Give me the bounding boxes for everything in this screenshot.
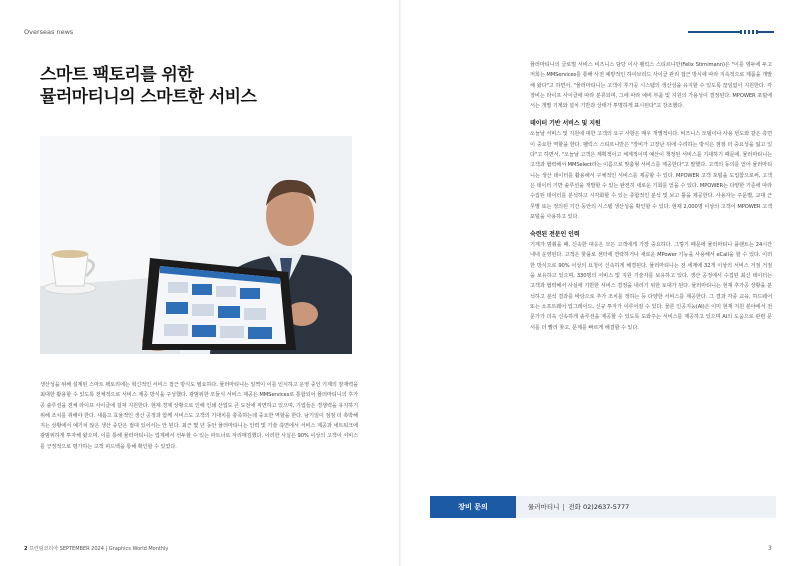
article-headline <box>40 64 370 108</box>
footer-publication: 프린팅코리아 SEPTEMBER 2024 <box>29 546 104 552</box>
page-gutter <box>399 0 401 566</box>
contact-phone: 전화 02)2637-5777 <box>568 503 630 511</box>
page-number-right: 3 <box>768 545 772 552</box>
footer-left: 2 프린팅코리아 SEPTEMBER 2024 | Graphics World Monthly <box>24 546 169 552</box>
contact-box <box>430 496 776 518</box>
subheading-experts: 숙련된 전문인 인력 <box>530 231 580 239</box>
contact-tag: 장비 문의 <box>430 496 516 518</box>
tablet-photo <box>40 136 352 354</box>
subheading-data-service: 데이터 기반 서비스 및 지원 <box>530 120 601 128</box>
top-decor-rule <box>688 31 774 33</box>
data-service-paragraph: 오늘날 서비스 및 지원에 대한 고객의 요구 사항은 매우 개별적이다. 비즈니스 모델이나 사용 빈도와 같은 측면이 중요한 역할을 한다. 펠릭스 스티르니만은 "장비가 고장난 뒤에 수리하는 방식은 점점 더 중요성을 잃고 있다"고 하면서, "오늘날 고객은 계획적이고 체계적이며 예산이 책정된 서비스를 기대하기 때문에, 뮬러마티니는 고객과 협력해서 MMSelect라는 이름으로 맞춤형 서비스를 제공한다"고 말했다. 고객의 동의를 얻어 뮬러마티니는 생산 데이터를 활용해서 구체적인 서비스를 제공할 수 있다. MPOWER 고객 포털을 도입함으로써, 고객은 데이터 기반 솔루션을 개발할 수 있는 완전히 새로운 기회를 얻을 수 있다. MPOWER는 다양한 기준에 따라 수집된 데이터를 분석하고 시각화할 수 있는 종합적인 분석 및 보고 툴을 제공한다. 사용자는 주문별, 교대 근무별 또는 정의된 기간 동안의 시스템 생산성을 확인할 수 있다. 현재 2,000명 이상의 고객이 MPOWER 고객 포털을 사용하고 있다. <box>530 131 772 220</box>
headline-line-2: 뮬러마티니의 스마트한 서비스 <box>40 87 257 107</box>
contact-info <box>528 496 629 518</box>
page-number-left: 2 <box>24 546 28 552</box>
man-holding-tablet-illustration <box>40 136 352 354</box>
contact-separator <box>563 504 564 511</box>
left-paragraph: 생산성을 위해 설계된 스마트 팩토리에는 혁신적인 서비스 접근 방식도 필요하다. 뮬러마티니는 일찍이 이를 인식하고 운영 중인 기계의 잠재력을 최대한 활용할 수 있도록 전체적으로 서비스 제공 방식을 구성했다. 광범위한 모듈식 서비스 제공은 MMServices로 통합되어 뮬러마티니의 후가공 솔루션을 전체 라이프 사이클에 걸쳐 지원한다. 현재 경제 상황으로 인해 인쇄 산업도 큰 도전에 직면하고 있으며, 기업들은 경쟁력을 유지하기 위해 조치를 취해야 한다. 새롭고 효율적인 생산 공정과 함께 서비스도 고객의 기대치를 충족하는데 중요한 역할을 한다. 남기일이 점점 더 촉박해지는 상황에서 예기치 않은 생산 중단은 절대 있어서는 안 된다. 최근 몇 년 동안 뮬러마티니는 인력 및 기술 측면에서 서비스 제공과 네트워크에 광범위하게 투자해 왔으며, 이를 통해 뮬러마티니는 업계에서 선두할 수 있는 파트너로 자리매김했다. 이러한 사실은 90% 이상의 고객이 서비스를 긍정적으로 평가하는 고객 피드백을 통해 확인할 수 있었다. <box>40 382 358 450</box>
right-intro-paragraph: 뮬러마티니의 글로벌 서비스 비즈니스 담당 이사 펠릭스 스티르니만(Felix Stirnimann)은 "이를 염두에 두고 저희는 MMServices를 통해 사전 예방적인 하이브리드 사이클 관리 접근 방식에 따라 지속적으로 제품을 개발해 왔다"고 하면서, "뮬러마티니는 고객이 후가공 시스템의 생산성을 유지할 수 있도록 끊임없이 지원한다. 각 장비는 라이프 사이클에 따라 분류되며, 그에 따라 예비 부품 및 지원의 가용성이 결정된다. MPOWER 포털에서는 개별 기계와 설치 기반과 상태가 투명하게 표시된다"고 강조했다. <box>530 62 772 110</box>
footer-section: Graphics World Monthly <box>108 546 169 552</box>
left-column-body <box>40 380 358 452</box>
section-label: Overseas news <box>24 28 74 36</box>
experts-paragraph: 기계가 멈췄을 때, 신속한 대응은 모든 고객에게 가장 중요하다. 그렇기 때문에 뮬러마티니 플랜트는 24시간 내내 운영된다. 고객은 핫플로 센터에 연락하거나 새로운 MPower 기능을 사용해서 eCall을 할 수 있다. 이러한 방식으로 90% 이상의 요청이 신속하게 해결된다. 뮬러마티니는 전 세계에 32개 이상의 서비스 거점 거점을 보유하고 있으며, 330명의 서비스 및 지원 기술자를 보유하고 있다. 생산 공정에서 수집된 최신 데이터는 고객과 협력해서 사실에 기반한 서비스 결정을 내리기 위한 토대가 된다. 뮬러마티니는 현재 후가공 상황을 분석하고 분석 결과를 바탕으로 추가 조치를 정하는 등 다양한 서비스를 제공한다. 그 결과 각종 교육, 하드웨어 또는 소프트웨어 업그레이드, 신규 투자가 이루어질 수 있다. 물론 인공지능(AI)은 이미 현재 지원 분야에서 전문가가 더욱 신속하게 솔루션을 제공할 수 있도록 도와주는 서비스를 제공하고 있으며 AI의 도움으로 관련 문서를 더 빨리 찾고, 문제를 빠르게 해결할 수 있다. <box>530 242 772 331</box>
contact-company: 뮬러마티니 <box>528 503 560 511</box>
top-decor-dots <box>740 30 758 34</box>
right-column-body <box>530 60 772 333</box>
headline-line-1: 스마트 팩토리를 위한 <box>40 65 194 85</box>
